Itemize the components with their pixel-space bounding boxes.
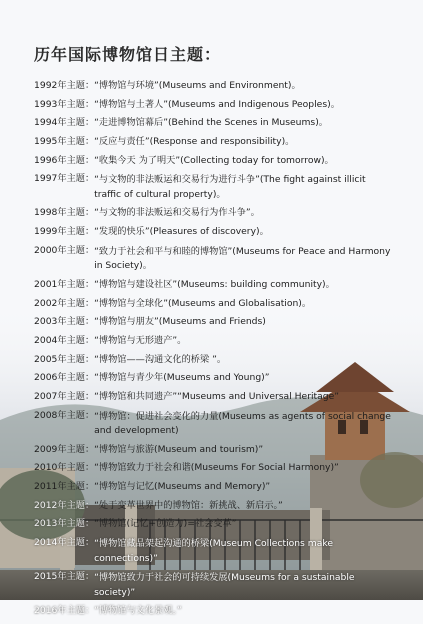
theme-list [34, 80, 394, 624]
theme-row [34, 571, 394, 600]
theme-row [34, 80, 394, 92]
theme-year: 1999年主题： [34, 226, 95, 238]
theme-row [34, 226, 394, 238]
theme-year: 2001年主题： [34, 278, 95, 290]
theme-year: 2005年主题： [34, 353, 95, 365]
theme-row [34, 605, 394, 617]
theme-row [34, 410, 394, 439]
theme-row [34, 462, 394, 474]
theme-row [34, 136, 394, 148]
theme-row [34, 245, 394, 274]
theme-text: “发现的快乐”(Pleasures of discovery)。 [94, 226, 269, 238]
theme-text: “走进博物馆幕后”(Behind the Scenes in Museums)。 [94, 117, 328, 129]
theme-row [34, 354, 394, 366]
theme-text: “与文物的非法贩运和交易行为进行斗争”(The fight against illicit traffic of cultural property)。 [94, 174, 366, 200]
theme-text: “博物馆致力于社会和谐(Museums For Social Harmony)” [94, 462, 339, 474]
theme-text: “博物馆致力于社会的可持续发展(Museums for a sustainable society)” [94, 572, 355, 598]
theme-year: 1994年主题： [34, 117, 95, 129]
theme-text: “博物馆——沟通文化的桥梁 ”。 [94, 353, 227, 365]
theme-text: “博物馆：促进社会变化的力量(Museums as agents of social change and development) [94, 410, 391, 437]
theme-text: “致力于社会和平与和睦的博物馆”(Museums for Peace and Harmony in Society)。 [94, 245, 391, 272]
theme-row [34, 518, 394, 530]
theme-row [34, 298, 394, 310]
theme-row [34, 500, 394, 512]
theme-row [34, 316, 394, 328]
theme-year: 2012年主题： [34, 499, 95, 511]
theme-text: “博物馆(记忆+创造力)=社会变革” [94, 518, 237, 530]
theme-row [34, 444, 394, 456]
theme-year: 2014年主题： [34, 537, 95, 549]
theme-text: “博物馆与朋友”(Museums and Friends) [94, 316, 266, 328]
theme-year: 1993年主题： [34, 98, 95, 110]
theme-text: “博物馆与无形遗产”。 [94, 334, 187, 346]
theme-year: 1992年主题： [34, 80, 95, 91]
theme-text: “博物馆与文化景观。” [94, 605, 182, 617]
theme-year: 2006年主题： [34, 372, 95, 384]
theme-row [34, 207, 394, 219]
theme-text: “博物馆和共同遗产”“Museums and Universal Heritage” [94, 390, 340, 402]
theme-text: “博物馆藏品架起沟通的桥梁(Museum Collections make connections)” [94, 538, 333, 564]
theme-text: “处于变革世界中的博物馆：新挑战、新启示。” [94, 499, 283, 511]
theme-row [34, 372, 394, 384]
theme-year: 2000年主题： [34, 244, 95, 256]
theme-text: “与文物的非法贩运和交易行为作斗争”。 [94, 207, 260, 219]
theme-year: 1998年主题： [34, 207, 95, 219]
theme-text: “博物馆与环境”(Museums and Environment)。 [94, 80, 301, 91]
theme-text: “反应与责任”(Response and responsibility)。 [94, 136, 295, 148]
theme-text: “博物馆与全球化”(Museums and Globalisation)。 [94, 297, 312, 309]
theme-row [34, 99, 394, 111]
page-title: 历年国际博物馆日主题： [34, 45, 222, 64]
theme-row [34, 537, 394, 566]
theme-year: 2004年主题： [34, 334, 95, 346]
theme-text: “博物馆与土著人”(Museums and Indigenous Peoples)。 [94, 98, 340, 110]
theme-text: “博物馆与记忆(Museums and Memory)” [94, 481, 271, 492]
theme-text: “博物馆与青少年(Museums and Young)” [94, 372, 270, 384]
theme-year: 1995年主题： [34, 136, 95, 148]
theme-row [34, 481, 394, 493]
theme-year: 2008年主题： [34, 409, 95, 421]
theme-text: “收集今天 为了明天”(Collecting today for tomorrow)。 [94, 154, 334, 166]
theme-year: 1997年主题： [34, 173, 95, 185]
theme-year: 2009年主题： [34, 443, 95, 455]
theme-row [34, 391, 394, 403]
theme-year: 2011年主题： [34, 481, 95, 492]
theme-row [34, 173, 394, 202]
theme-text: “博物馆与旅游(Museum and tourism)” [94, 443, 264, 455]
theme-row [34, 279, 394, 291]
theme-year: 2002年主题： [34, 297, 95, 309]
theme-row [34, 117, 394, 129]
theme-year: 2016年主题： [34, 605, 95, 617]
theme-row [34, 155, 394, 167]
theme-text: “博物馆与建设社区”(Museums: building community)。 [94, 278, 335, 290]
theme-year: 2015年主题： [34, 571, 95, 583]
theme-year: 2010年主题： [34, 462, 95, 474]
theme-year: 1996年主题： [34, 154, 95, 166]
theme-year: 2007年主题： [34, 390, 95, 402]
theme-row [34, 335, 394, 347]
theme-year: 2003年主题： [34, 316, 95, 328]
theme-year: 2013年主题： [34, 518, 95, 530]
